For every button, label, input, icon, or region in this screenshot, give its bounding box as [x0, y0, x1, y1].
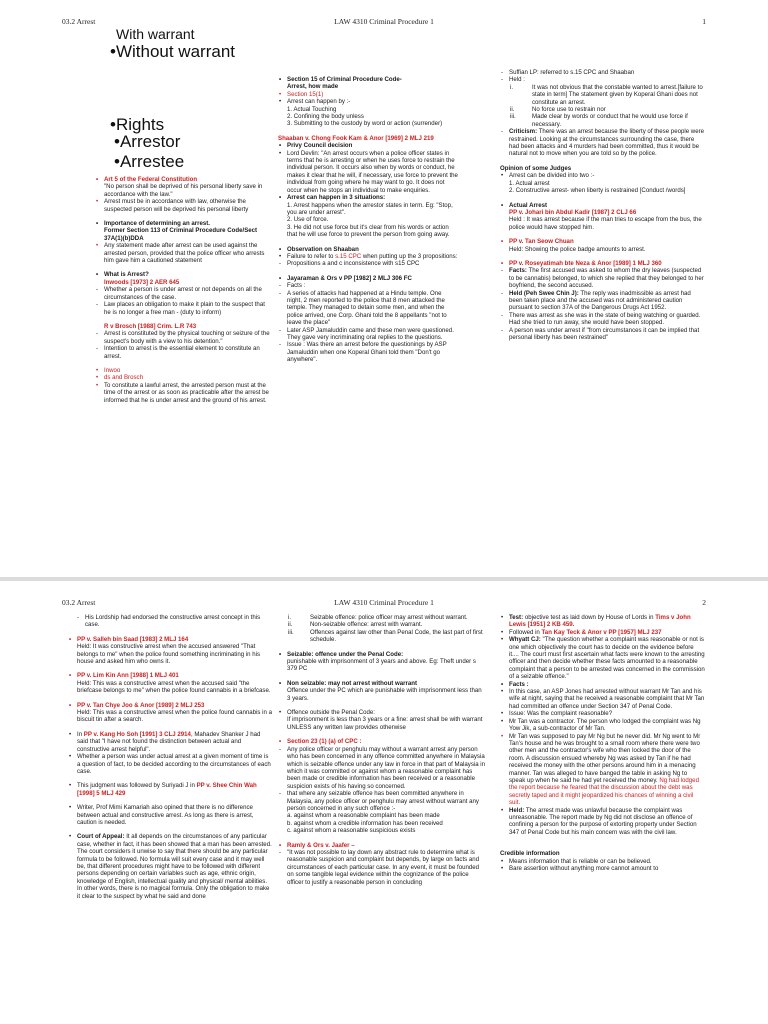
list-item: • Arrest can be divided into two :-: [500, 172, 705, 179]
list-item: 3. Submitting to the custody by word or action (surrender): [287, 120, 443, 128]
list-item: - Arrest is constituted by the physical touching or seizure of the suspect's body with a view to his detention.": [95, 330, 273, 345]
list-item: • In this case, an ASP Jones had arrested without warrant Mr Tan and his wife at night, saying that he received a reasonable complaint that Mr Tan had committed an offence under Section 347 of Penal Code.: [500, 688, 705, 710]
list-item: b. against whom a credible information has been received: [287, 819, 443, 827]
list-item: c. against whom a reasonable suspicious exists: [287, 827, 416, 835]
list-item: • Lord Devlin: "An arrest occurs when a police officer states in terms that he is arresting or when he uses force to restrain the individual person. It occurs also when by words or conduct, he makes it clear that he will, if necessary, use force to prevent the individual from going where he may want to go. It does not occur when he stops an individual to make enquiries.: [278, 150, 458, 194]
list-item: - that where any seizable offence has been committed anywhere in Malaysia, any police officer or penghulu may arrest without warrant any person concerned in any such offence :-: [278, 790, 486, 812]
page-number: 2: [702, 598, 706, 607]
list-item: - Issue : Was there an arrest before the questionings by ASP Jamaluddin when one Koperal Ghani told them "Don't go anywhere".: [278, 341, 458, 363]
list-item: • To constitute a lawful arrest, the arrested person must at the time of the arrest or as soon as practicable after the arrest be informed that he is under arrest and the ground of his arrest.: [95, 382, 273, 404]
column-3: [500, 614, 705, 872]
section-reference: • Section 23 (1) (a) of CPC :: [278, 738, 486, 745]
list-item: 2. Use of force.: [287, 216, 329, 224]
list-item: • Whyatt CJ: "The question whether a complaint was reasonable or not is one which objectively the court has to decide on the evidence before it.... The court must first ascertain what facts were known to the arresting officer and then decide whether these facts amounted to a reasonable complaint that a person to be arrested was concerned in the commission of a seizable offence.": [500, 636, 705, 680]
slide-line: •Arrestor: [114, 132, 181, 151]
case-citation: • PP v. Salleh bin Saad [1983] 2 MLJ 164: [68, 636, 273, 643]
list-item: - Law places an obligation to make it plain to the suspect that he is no longer a free man - (duty to inform): [95, 301, 273, 316]
case-citation: Shaaban v. Chong Fook Kam & Anor [1969] 2 MLJ 219: [278, 134, 434, 142]
column-3: [500, 69, 705, 341]
header-left: 03.2 Arrest: [62, 598, 96, 607]
list-item: ii. Non-seizable offence: arrest with warrant.: [288, 621, 423, 629]
slide-image: [110, 26, 270, 172]
list-item: - Whether a person is under arrest or not depends on all the circumstances of the case.: [95, 286, 273, 301]
list-item: 1. Actual Touching: [287, 105, 337, 113]
list-item: 1. Arrest happens when the arrestor states in term. Eg: "Stop, you are under arrest".: [287, 201, 453, 216]
list-item: • Failure to refer to s.15 CPC when putting up the 3 propositions:: [278, 253, 458, 260]
case-citation: Inwoods [1973] 2 AER 645: [104, 278, 180, 286]
case-citation: • Ramly & Ors v. Jaafer –: [278, 842, 486, 849]
list-item: • Jayaraman & Ors v PP [1982] 2 MLJ 306 FC: [278, 275, 458, 282]
column-1: [68, 614, 273, 900]
list-item: • Observation on Shaaban: [278, 246, 458, 253]
heading-text: Opinion of some Judges: [500, 164, 572, 172]
list-item: • Means information that is reliable or can be believed.: [500, 858, 705, 865]
list-item: • Mr Tan was supposed to pay Mr Ng but he never did. Mr Ng went to Mr Tan's house and he was brought to a small room where there were two other men and the contractor's wife who then locked the door of the room. A discussion ensued whereby Ng was asked by Tan if he had received the money with the other persons around him in a menacing manner. Tan was alleged to have banged the table in asking Ng to speak up when he said he had yet received the money. Ng had lodged the report because he feared that the discussion about the debt was secretly taped and it might jeopardized his chances of winning a civil suit.: [500, 733, 705, 807]
list-item: • Actual Arrest: [500, 202, 705, 209]
list-item: - A person was under arrest if "from circumstances it can be implied that personal liberty has been restrained": [500, 327, 705, 342]
list-item: iii. Made clear by words or conduct that he would use force if necessary.: [510, 113, 688, 128]
list-item: Offence under the PC which are punishable with imprisonment less than 3 years.: [287, 687, 482, 702]
list-item: • Issue: Was the complaint reasonable?: [500, 710, 705, 717]
list-item: • Arrest can happen by :-: [278, 98, 458, 105]
list-item: - Criticism: There was an arrest because the liberty of these people were restrained. Looking at the circumstances surrounding the case, there had been attacks and 4 murders had been committed, thus it would be natural not to move when you are told so by the police.: [500, 128, 705, 158]
list-item: • Whether a person was under actual arrest at a given moment of time is a question of fact, to be decided according to the circumstances of each case.: [68, 753, 273, 775]
list-item: - Held (Peh Swee Chin J): The reply was inadmissible as arrest had been taken place and the accused was not administered caution pursuant to section 37A of the Dangerous Drugs Act 1952.: [500, 290, 705, 312]
list-item: Held: This was a constructive arrest when the police found cannabis in a biscuit tin after a search.: [77, 709, 272, 724]
slide-line: With warrant: [116, 26, 195, 42]
list-item: • Held: The arrest made was unlawful because the complaint was unreasonable. The report made by Ng did not disclose an offence of confining a person for the purpose of extorting property under Section 347 of Penal Code but his main concern was with the civil law.: [500, 807, 705, 837]
list-item: • Section 15(1): [278, 91, 458, 98]
list-item: • Inwoo: [95, 367, 273, 374]
column-2: [278, 614, 486, 886]
list-item: - Any police officer or penghulu may without a warrant arrest any person who has been concerned in any offence committed anywhere in Malaysia which is seizable offence under any law in force in that part of Malaysia in which it was committed or against whom a reasonable complaint has been made or credible information has been received or a reasonable suspicion exists of his having so concerned.: [278, 746, 486, 790]
list-item: • Test: objective test as laid down by House of Lords in Tims v John Lewis [1951] 2 KB 459.: [500, 614, 705, 629]
list-item: • Seizable: offence under the Penal Code:: [278, 651, 486, 658]
list-item: Held: It was constructive arrest when the accused answered "That belongs to me" when the police found something incriminating in his house and asked him who owns it.: [77, 643, 261, 666]
list-item: - There was arrest as she was in the state of being watching or guarded. Had she tried to run away, she would have been stopped.: [500, 312, 705, 327]
quote-text: "No person shall be deprived of his personal liberty save in accordance with the law.": [104, 183, 263, 198]
list-item: - Intention to arrest is the essential element to constitute an arrest.: [95, 345, 273, 360]
heading-text: Arrest, how made: [287, 83, 339, 91]
list-item: Held: This was a constructive arrest when the accused said "the briefcase belongs to me" when the police found cannabis in a briefcase.: [77, 679, 271, 695]
list-item: • Arrest must be in accordance with law, otherwise the suspected person will be deprived his personal liberty: [95, 198, 273, 213]
list-item: ii. No force use to restrain nor: [510, 106, 606, 114]
list-item: • Non seizable: may not arrest without warrant: [278, 680, 486, 687]
list-item: - A series of attacks had happened at a Hindu temple. One night, 2 men reported to the police that 8 men attacked the temple. They managed to detain some men, and when the police arrived, one Corp. Ghani told the 8 appellants "not to leave the place": [278, 290, 458, 327]
list-item: Held : It was arrest because if the man tries to escape from the bus, the police would have stopped him.: [509, 216, 702, 231]
case-citation: • PP v. Lim Kin Ann [1988] 1 MLJ 401: [68, 672, 273, 679]
list-item: • Facts :: [500, 681, 705, 688]
case-citation: • PP v. Tan Chye Joo & Anor [1989] 2 MLJ 253: [68, 702, 273, 709]
page-number: 1: [702, 17, 706, 26]
heading-text: Credible information: [500, 850, 560, 858]
case-citation: R v Brosch [1988] Crim. L.R 743: [104, 322, 197, 330]
list-item: - Held :: [500, 76, 705, 83]
list-item: - Suffian LP: referred to s.15 CPC and Shaaban: [500, 69, 705, 76]
list-item: - Propositions a and c inconsistence with s15 CPC: [278, 260, 458, 267]
list-item: • Offence outside the Penal Code:: [278, 709, 486, 716]
list-item: • Court of Appeal: It all depends on the circumstances of any particular case, whether in fact, it has been showed that a man has been arrested. The court considers it unwise to say that there should be any particular formula to be followed. No formula will suit every case and it may well be, that different procedures might have to be followed with different persons depending on certain variables such as age, ethnic origin, knowledge of English, intellectual quality and physical/ mental abilities. In other words, there is no magical formula. Only the obligation to make it clear to the suspect by what he said and done: [68, 833, 273, 900]
list-item: • Bare assertion without anything more cannot amount to: [500, 865, 705, 872]
case-citation: • PP v. Roseyatimah bte Neza & Anor [1989] 1 MLJ 360: [500, 260, 705, 267]
list-item: 2. Confining the body unless: [287, 113, 364, 121]
list-item: i. It was not obvious that the constable wanted to arrest.[failure to state in term] The statement given by Koperal Ghani does not constitute an arrest.: [510, 83, 703, 106]
page-header: [62, 598, 706, 610]
list-item: - "It was not possible to lay down any abstract rule to determine what is reasonable suspicion and complaint but depends, by large on facts and circumstances of each particular case. In any event, it must be founded on some tangible legal evidence within the cognizance of the police officer to justify a reasonable person in concluding: [278, 849, 486, 886]
header-center: LAW 4310 Criminal Procedure 1: [334, 17, 434, 26]
list-item: - Facts: The first accused was asked to whom the dry leaves (suspected to be cannabis) belonged, to which she replied that they belonged to her boyfriend, the second accused.: [500, 267, 705, 289]
case-citation: • PP v. Tan Seow Chuan: [500, 238, 705, 245]
list-item: • Section 15 of Criminal Procedure Code-: [278, 76, 458, 83]
list-item: • ds and Brosch: [95, 374, 273, 381]
list-item: • Importance of determining an arrest.: [95, 220, 273, 227]
list-item: • Mr Tan was a contractor. The person who lodged the complaint was Ng Yow Jik, a sub-contractor of Mr Tan.: [500, 718, 705, 733]
heading-text: Former Section 113 of Criminal Procedure Code/Sect 37A(1)(b)DDA: [104, 227, 258, 242]
list-item: - His Lordship had endorsed the constructive arrest concept in this case.: [76, 614, 273, 629]
list-item: • Writer, Prof Mimi Kamariah also opined that there is no difference between actual and constructive arrest. As long as there is arrest, caution is needed.: [68, 804, 273, 826]
list-item: • Followed in Tan Kay Teck & Anor v PP [1957] MLJ 237: [500, 629, 705, 636]
list-item: - Facts :: [278, 282, 458, 289]
header-center: LAW 4310 Criminal Procedure 1: [334, 598, 434, 607]
list-item: • Art 5 of the Federal Constitution: [95, 176, 273, 183]
list-item: 1. Actual arrest: [509, 179, 550, 187]
page-2: [0, 581, 768, 1024]
list-item: iii. Offences against law other than Penal Code, the last part of first schedule.: [288, 628, 483, 644]
slide-line: •Without warrant: [110, 42, 235, 61]
list-item: 3. He did not use force but it's clear from his words or action that he will use force to prevent the person from going away.: [287, 223, 450, 239]
slide-line: •Arrestee: [114, 152, 185, 171]
list-item: • In PP v. Kang Ho Soh [1991] 3 CLJ 2914, Mahadev Shanker J had said that "I have not found the distinction between actual and constructive arrest helpful".: [68, 731, 273, 753]
list-item: • This judgment was followed by Suriyadi J in PP v. Shee Chin Wah [1998] 5 MLJ 429: [68, 782, 273, 797]
list-item: i. Seizable offence: police officer may arrest without warrant.: [288, 614, 468, 621]
column-1: [95, 176, 273, 404]
list-item: a. against whom a reasonable complaint has been made: [287, 812, 440, 820]
list-item: • Any statement made after arrest can be used against the arrested person, provided that the police officer who arrests him gave him a cautioned statement: [95, 242, 273, 264]
list-item: • Privy Council decision: [278, 142, 458, 149]
case-citation: PP v. Johari bin Abdul Kadir [1987] 2 CLJ 66: [509, 208, 637, 216]
slide-line: •Rights: [110, 115, 165, 134]
list-item: If imprisonment is less than 3 years or a fine: arrest shall be with warrant UNLESS any written law provides otherwise: [287, 716, 483, 731]
list-item: • What is Arrest?: [95, 271, 273, 278]
header-left: 03.2 Arrest: [62, 17, 96, 26]
list-item: 2. Constructive arrest- when liberty is restrained [Conduct /words]: [509, 187, 686, 195]
list-item: - Later ASP Jamaluddin came and these men were questioned. They gave very incriminating oral replies to the questions.: [278, 327, 458, 342]
list-item: Held: Showing the police badge amounts to arrest.: [509, 245, 646, 253]
list-item: punishable with imprisonment of 3 years and above. Eg: Theft under s 379 PC: [287, 658, 476, 673]
column-2: [278, 76, 458, 364]
list-item: • Arrest can happen in 3 situations:: [278, 194, 458, 201]
